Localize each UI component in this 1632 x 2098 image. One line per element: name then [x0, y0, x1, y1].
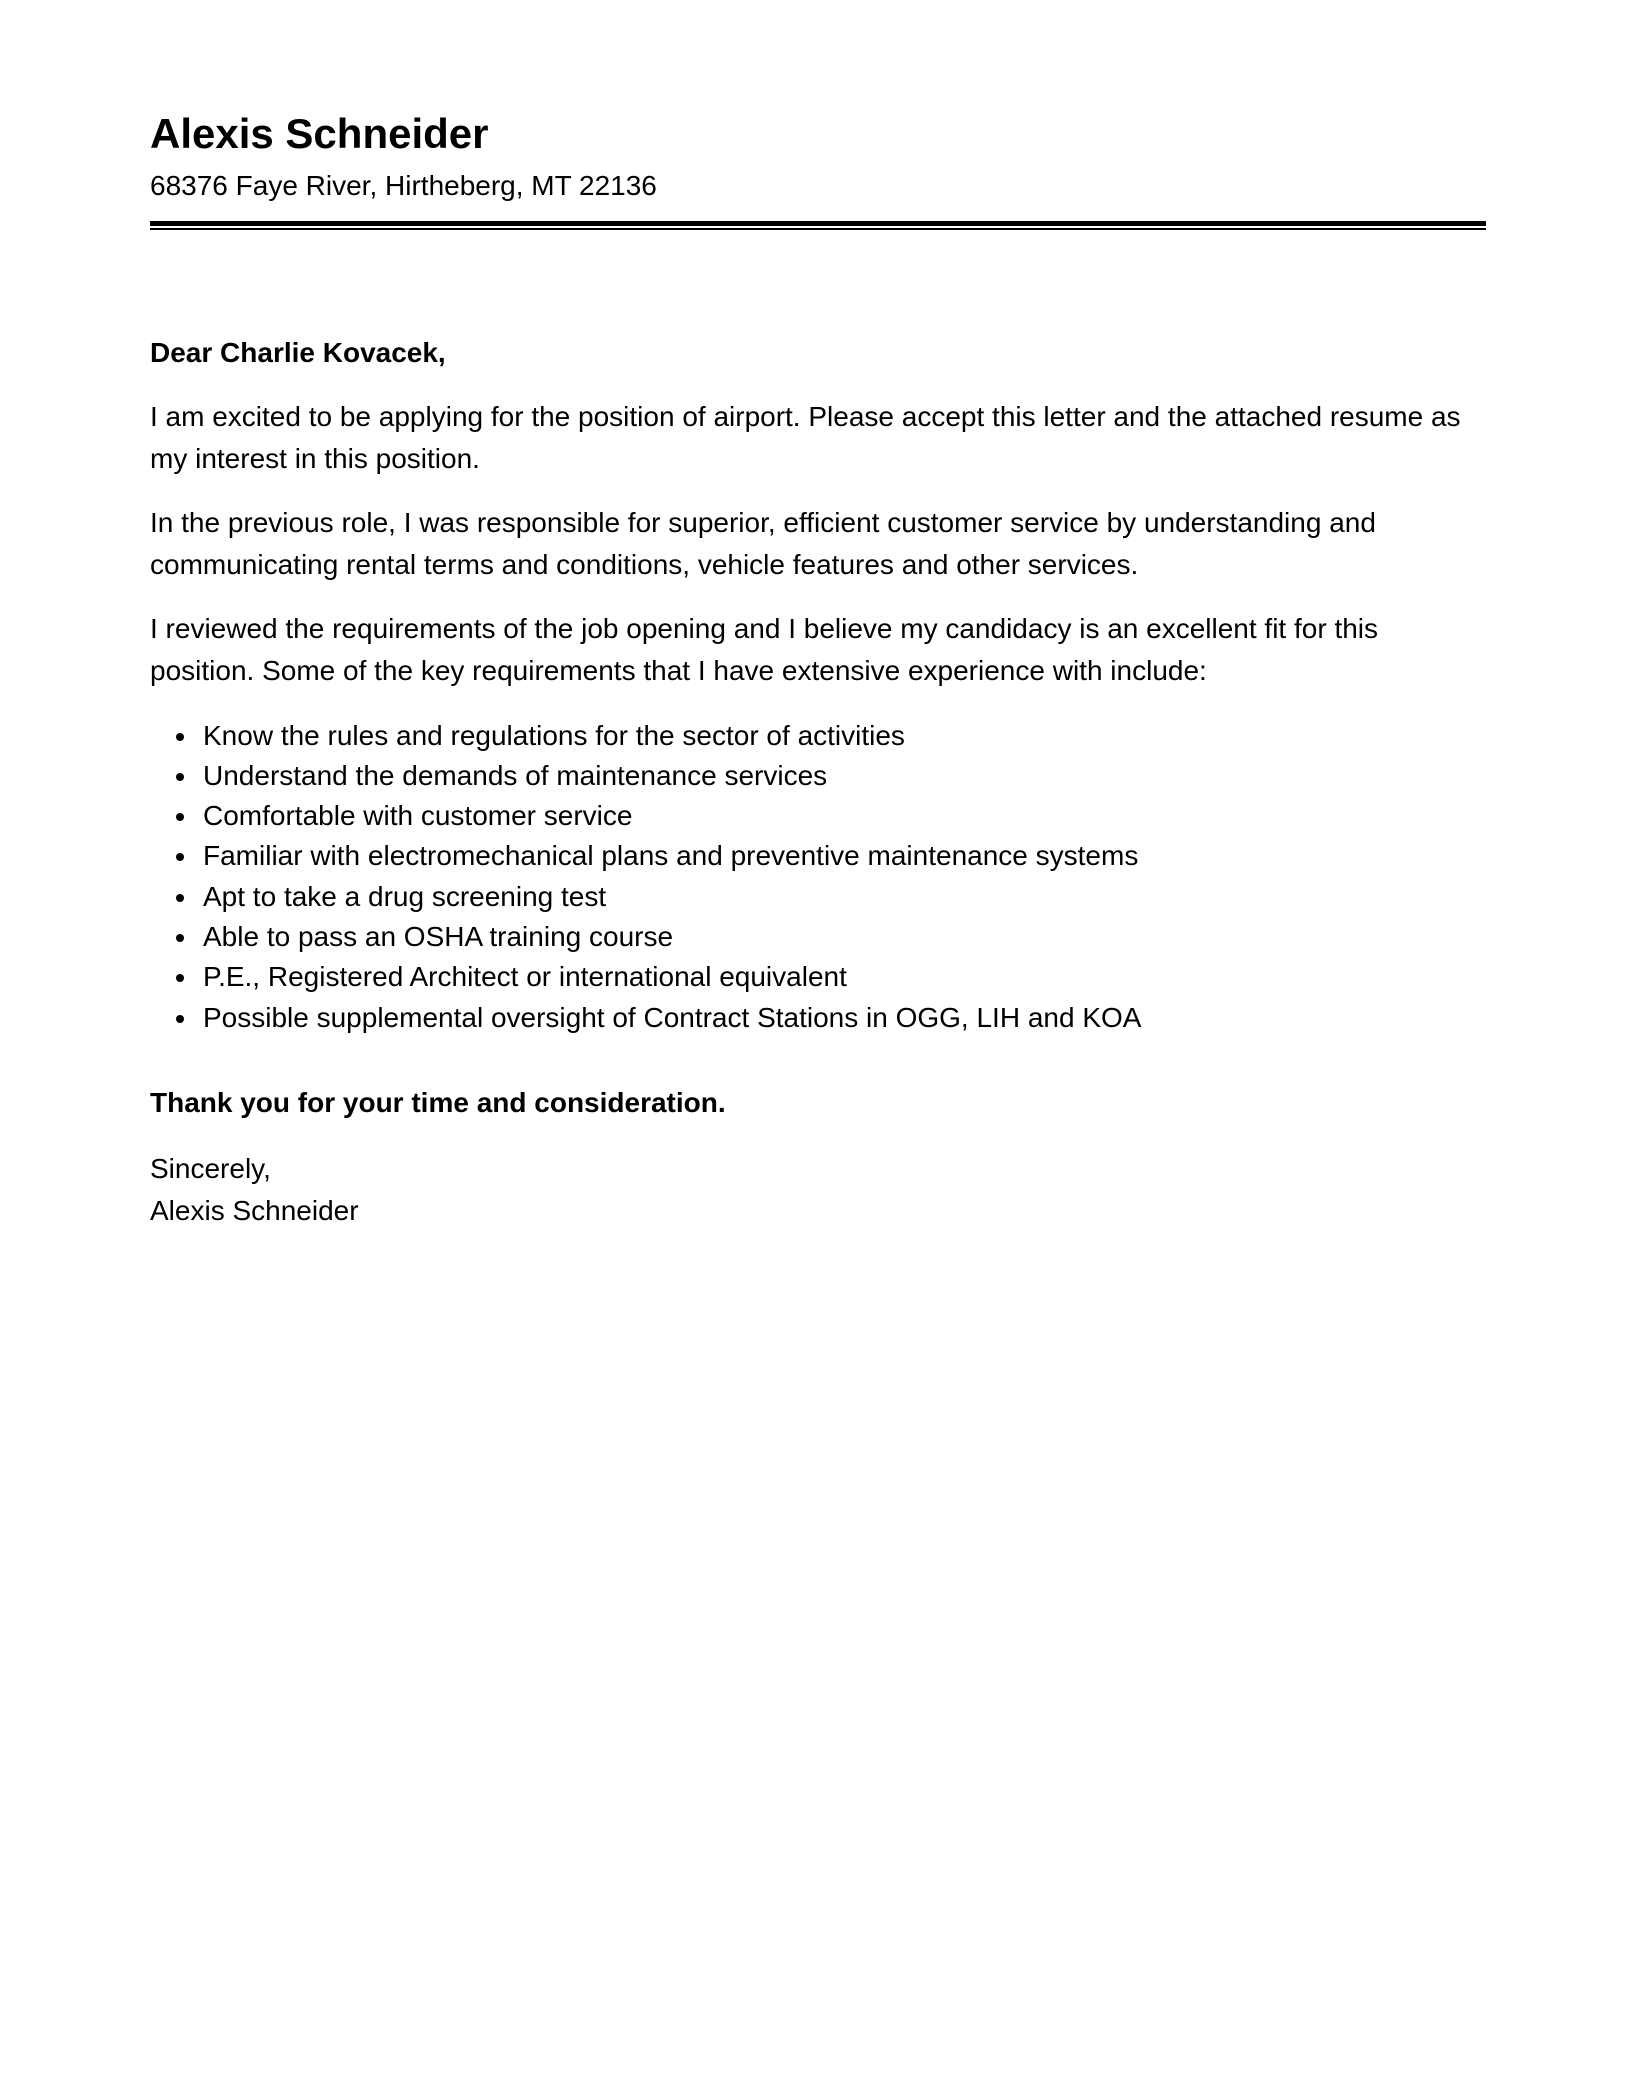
paragraph-intro: I am excited to be applying for the position of airport. Please accept this letter and the attached resume as my interest in this position. — [150, 400, 1461, 474]
bullet-item: • Comfortable with customer service — [199, 796, 1486, 836]
bullet-item: • Apt to take a drug screening test — [199, 877, 1486, 917]
header-rule — [150, 221, 1486, 230]
sender-address: 68376 Faye River, Hirtheberg, MT 22136 — [150, 169, 657, 201]
paragraph-previous-role: In the previous role, I was responsible for superior, efficient customer service by understanding and communicating rental terms and conditions, vehicle features and other services. — [150, 506, 1376, 580]
bullet-item: • Able to pass an OSHA training course — [199, 917, 1486, 957]
closing-statement: Thank you for your time and consideration. — [150, 1087, 726, 1118]
signature-block — [150, 1148, 1486, 1232]
letter-header — [150, 108, 1486, 230]
requirements-bullet-list — [150, 716, 1486, 1039]
letter-body — [150, 332, 1486, 1233]
bullet-item: • Familiar with electromechanical plans and preventive maintenance systems — [199, 836, 1486, 876]
bullet-item: • Know the rules and regulations for the sector of activities — [199, 716, 1486, 756]
header-rule-thick-bar — [150, 221, 1486, 226]
salutation: Dear Charlie Kovacek, — [150, 336, 446, 368]
signoff: Sincerely, — [150, 1153, 271, 1184]
bullet-item: • P.E., Registered Architect or international equivalent — [199, 957, 1486, 997]
signature-name: Alexis Schneider — [150, 1195, 359, 1226]
bullet-item: • Understand the demands of maintenance services — [199, 756, 1486, 796]
bullet-item: • Possible supplemental oversight of Contract Stations in OGG, LIH and KOA — [199, 998, 1486, 1038]
paragraph-requirements: I reviewed the requirements of the job opening and I believe my candidacy is an excellent fit for this position. Some of the key requirements that I have extensive experience with include: — [150, 612, 1379, 686]
sender-name: Alexis Schneider — [150, 110, 489, 157]
